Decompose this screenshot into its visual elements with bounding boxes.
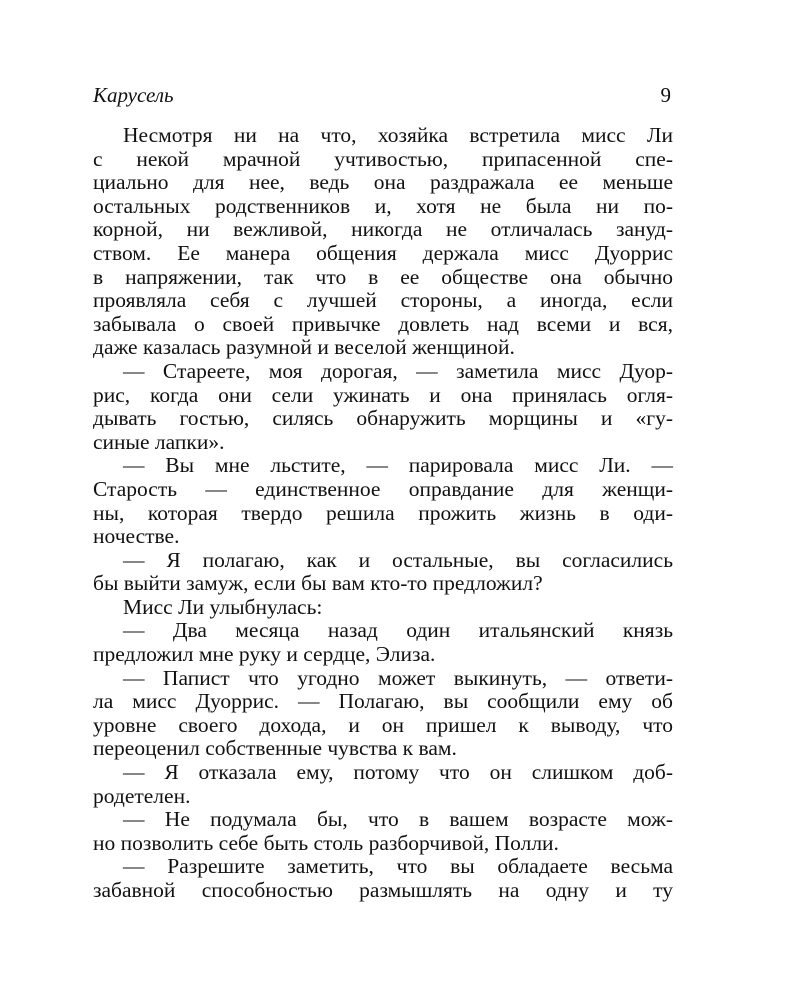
text-line: остальных родственников и, хотя не была ни по- xyxy=(93,193,673,218)
text-line: даже казалась разумной и веселой женщиной. xyxy=(93,335,515,360)
text-line: проявляла себя с лучшей стороны, а иногда, если xyxy=(93,288,673,313)
text-line: предложил мне руку и сердце, Элиза. xyxy=(93,642,436,667)
text-line: — Два месяца назад один итальянский князь xyxy=(123,618,673,643)
paragraph xyxy=(93,124,673,360)
paragraph xyxy=(93,454,673,548)
paragraph xyxy=(93,596,673,620)
body-text xyxy=(93,124,673,903)
text-line: — Разрешите заметить, что вы обладаете весьма xyxy=(123,854,673,879)
text-line: Старость — единственное оправдание для женщи- xyxy=(93,476,673,501)
text-line: рис, когда они сели ужинать и она принялась огля- xyxy=(93,382,673,407)
text-line: бы выйти замуж, если бы вам кто-то предложил? xyxy=(93,571,543,596)
text-line: ла мисс Дуоррис. — Полагаю, вы сообщили ему об xyxy=(93,689,673,714)
text-line: — Не подумала бы, что в вашем возрасте мож- xyxy=(123,807,673,832)
text-line: забывала о своей привычке довлеть над всеми и вся, xyxy=(93,311,673,336)
text-line: Несмотря ни на что, хозяйка встретила мисс Ли xyxy=(123,123,673,147)
paragraph xyxy=(93,619,673,666)
text-line: циально для нее, ведь она раздражала ее меньше xyxy=(93,170,673,195)
running-head xyxy=(93,78,673,112)
book-page xyxy=(93,78,673,903)
page-number: 9 xyxy=(660,83,671,107)
text-line: ством. Ее манера общения держала мисс Дуоррис xyxy=(93,240,673,265)
paragraph xyxy=(93,855,673,902)
running-title: Карусель xyxy=(93,83,174,107)
text-line: в напряжении, так что в ее обществе она обычно xyxy=(93,264,673,289)
text-line: ночестве. xyxy=(93,524,180,549)
text-line: — Я отказала ему, потому что он слишком доб- xyxy=(123,760,673,785)
text-line: синые лапки». xyxy=(93,429,225,454)
text-line: — Вы мне льстите, — парировала мисс Ли. — xyxy=(123,453,673,478)
text-line: забавной способностью размышлять на одну и ту xyxy=(93,878,673,902)
text-line: но позволить себе быть столь разборчивой, Полли. xyxy=(93,830,559,855)
text-line: ны, которая твердо решила прожить жизнь в оди- xyxy=(93,500,673,525)
text-line: переоценил собственные чувства к вам. xyxy=(93,736,457,761)
paragraph xyxy=(93,549,673,596)
text-line: — Папист что угодно может выкинуть, — ответи- xyxy=(123,665,673,690)
paragraph xyxy=(93,667,673,761)
text-line: с некой мрачной учтивостью, припасенной спе- xyxy=(93,146,673,171)
text-line: Мисс Ли улыбнулась: xyxy=(123,594,323,619)
text-line: корной, ни вежливой, никогда не отличалась зануд- xyxy=(93,217,673,242)
text-line: — Я полагаю, как и остальные, вы согласились xyxy=(123,547,673,572)
text-line: уровне своего дохода, и он пришел к выводу, что xyxy=(93,712,673,737)
paragraph xyxy=(93,761,673,808)
paragraph xyxy=(93,360,673,454)
paragraph xyxy=(93,808,673,855)
text-line: родетелен. xyxy=(93,783,191,808)
text-line: дывать гостью, силясь обнаружить морщины и «гу- xyxy=(93,406,673,431)
text-line: — Стареете, моя дорогая, — заметила мисс Дуор- xyxy=(123,358,673,383)
